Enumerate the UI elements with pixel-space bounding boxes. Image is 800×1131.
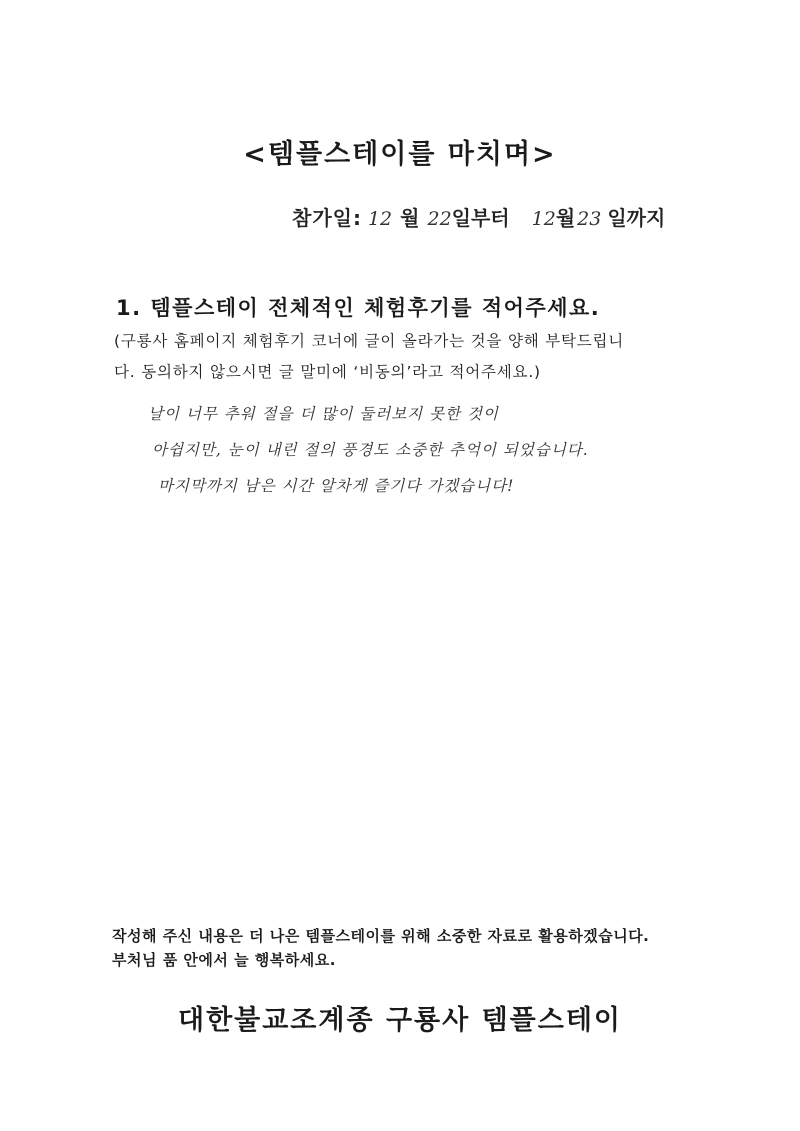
start-month-handwritten: 12 [367, 208, 393, 230]
organization-name: 대한불교조계종 구룡사 템플스테이 [177, 1005, 623, 1036]
closing-line: 부처님 품 안에서 늘 행복하세요. [112, 951, 336, 969]
question-1: 1. 템플스테이 전체적인 체험후기를 적어주세요. [116, 296, 601, 320]
from-word: 일부터 [451, 206, 510, 230]
end-month-handwritten: 12 [531, 208, 556, 230]
note-line: (구룡사 홈페이지 체험후기 코너에 글이 올라가는 것을 양해 부탁드립니 [114, 332, 625, 350]
to-word: 일까지 [607, 206, 666, 230]
note-line: 다. 동의하지 않으시면 글 말미에 ‘비동의’라고 적어주세요.) [114, 363, 541, 381]
end-day-handwritten: 23 [577, 208, 602, 230]
form-title: <템플스테이를 마치며> [243, 139, 557, 170]
consent-note [114, 326, 694, 388]
handwritten-answer [148, 396, 668, 504]
answer-line: 아쉽지만, 눈이 내린 절의 풍경도 소중한 추억이 되었습니다. [152, 441, 589, 459]
answer-line: 날이 너무 추워 절을 더 많이 둘러보지 못한 것이 [148, 405, 499, 423]
month-word-2: 월 [555, 206, 576, 230]
start-day-handwritten: 22 [427, 208, 452, 230]
month-word-1: 월 [400, 206, 420, 230]
dates-label: 참가일: [292, 206, 362, 230]
closing-line: 작성해 주신 내용은 더 나은 템플스테이를 위해 소중한 자료로 활용하겠습니다. [112, 927, 650, 945]
closing-message [112, 924, 712, 972]
participation-dates [292, 202, 712, 231]
answer-line: 마지막까지 남은 시간 알차게 즐기다 가겠습니다! [158, 477, 515, 495]
